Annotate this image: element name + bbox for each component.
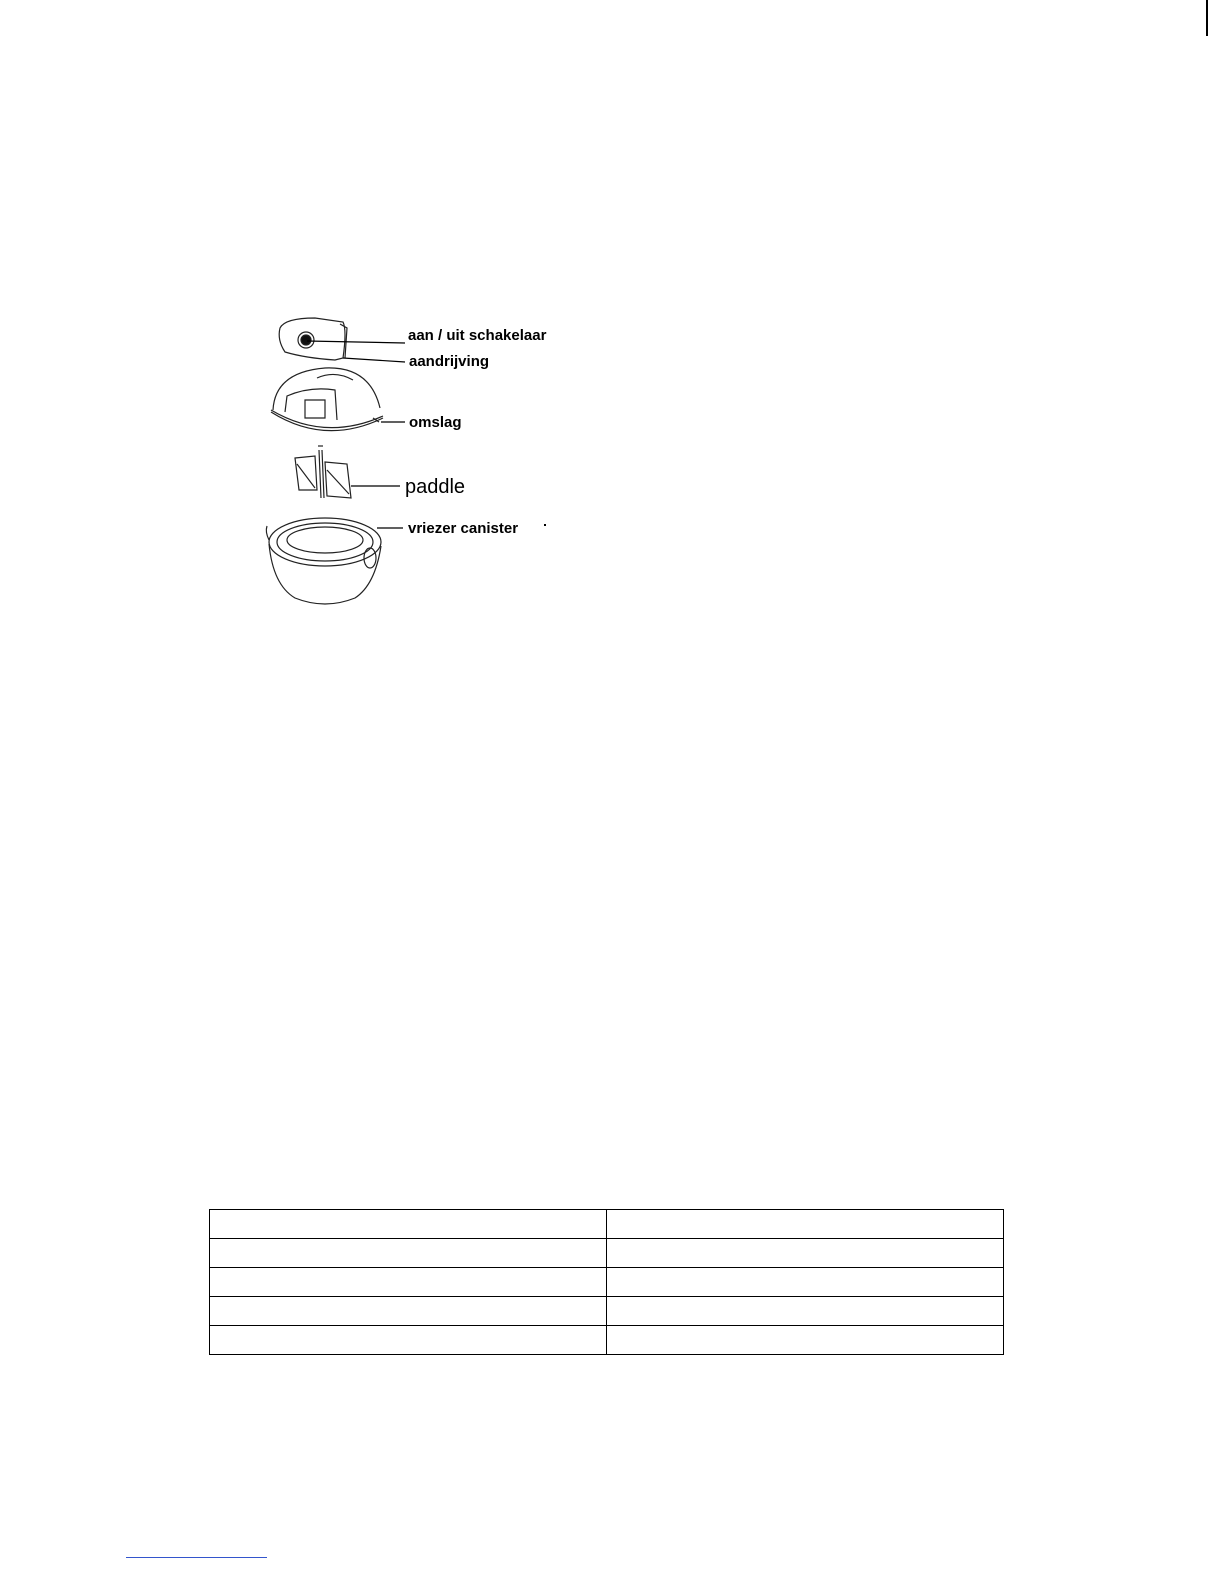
label-freezer-canister: vriezer canister — [408, 520, 519, 537]
top-edge-rule — [1206, 0, 1208, 36]
ice-cream-maker-exploded-diagram — [255, 300, 585, 620]
cover-drawing — [271, 368, 383, 431]
label-paddle: paddle — [405, 476, 466, 498]
table-cell — [210, 1239, 607, 1268]
canister-drawing — [266, 518, 381, 604]
leader-lines — [307, 341, 405, 528]
table-cell — [607, 1268, 1004, 1297]
diagram-drawing — [255, 300, 585, 620]
table-cell — [607, 1239, 1004, 1268]
table-row — [210, 1297, 1004, 1326]
table-cell — [607, 1326, 1004, 1355]
motor-unit-drawing — [279, 318, 347, 360]
table-cell — [607, 1297, 1004, 1326]
footnote-separator — [126, 1557, 267, 1558]
table-cell — [607, 1210, 1004, 1239]
label-on-off-switch: aan / uit schakelaar — [408, 327, 547, 344]
spec-table — [209, 1209, 1004, 1355]
label-cover: omslag — [409, 414, 462, 431]
table-row — [210, 1239, 1004, 1268]
label-drive: aandrijving — [409, 353, 490, 370]
table-row — [210, 1210, 1004, 1239]
paddle-drawing — [295, 446, 351, 498]
table-row — [210, 1326, 1004, 1355]
table-cell — [210, 1210, 607, 1239]
table-cell — [210, 1268, 607, 1297]
stray-dot — [544, 524, 546, 526]
table-cell — [210, 1326, 607, 1355]
table-row — [210, 1268, 1004, 1297]
table-cell — [210, 1297, 607, 1326]
